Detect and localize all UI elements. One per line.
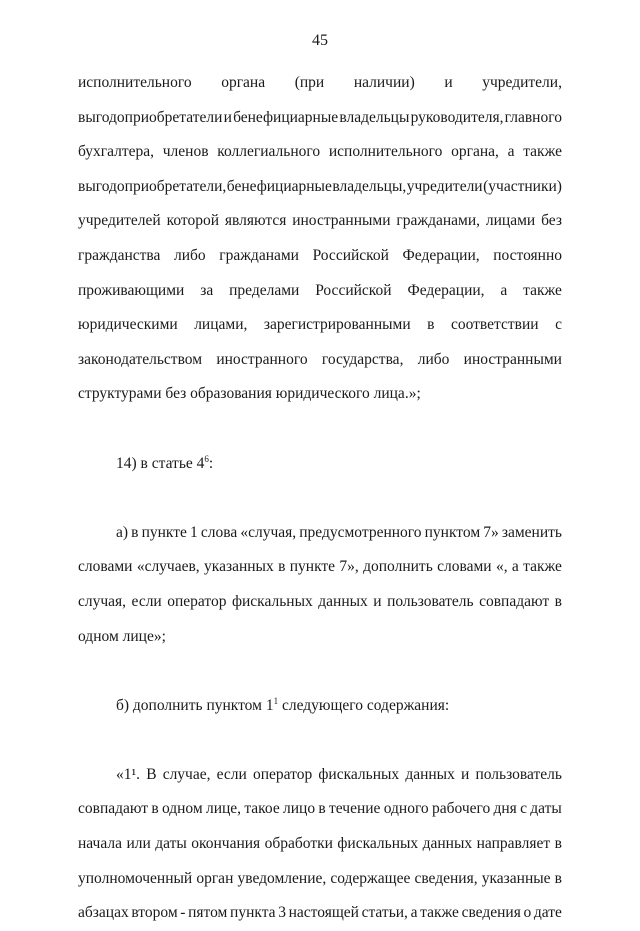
word: В	[146, 765, 157, 783]
word: владельцы,	[332, 177, 407, 195]
word: статьи,	[361, 904, 408, 922]
line-text-after: следующего содержания:	[278, 696, 450, 714]
word: пользователь	[387, 592, 474, 610]
text-line	[78, 447, 562, 482]
word: а	[507, 143, 515, 161]
word: также	[523, 143, 562, 161]
line-text: структурами без образования юридического лица.»;	[78, 385, 421, 403]
word: владельцы	[339, 108, 410, 126]
word: уведомление,	[237, 869, 327, 887]
word: фискальных	[318, 765, 400, 783]
word: такое	[244, 800, 280, 818]
word: иностранного	[216, 350, 308, 368]
word: лице,	[205, 800, 242, 818]
word: гражданами,	[396, 212, 481, 230]
word: даты	[530, 800, 562, 818]
word: оператор	[167, 592, 227, 610]
word: «случая,	[240, 523, 297, 541]
paragraph-gap	[78, 412, 562, 447]
paragraph-gap	[78, 654, 562, 689]
word: случая,	[78, 592, 127, 610]
word: даты	[155, 835, 187, 853]
word: совпадают	[78, 800, 149, 818]
word: дате	[533, 904, 562, 922]
word: и	[461, 765, 470, 783]
word: в	[278, 558, 286, 576]
word: -	[180, 904, 186, 922]
word: исполнительного	[78, 74, 192, 91]
word: и	[223, 108, 232, 126]
word: соответствии	[450, 316, 539, 334]
word: орган	[196, 869, 234, 887]
word: уполномоченный	[78, 869, 193, 887]
text-line	[78, 689, 562, 724]
word: бухгалтера,	[78, 143, 155, 161]
word: за	[200, 281, 214, 299]
word: пункта	[230, 904, 276, 922]
superscript: 6	[204, 453, 209, 464]
word: указанные	[481, 869, 551, 887]
word: юридическими	[78, 316, 178, 334]
word: также	[523, 281, 562, 299]
word: словами	[78, 558, 133, 576]
word: выгодоприобретатели,	[78, 177, 227, 195]
word: учредителей	[78, 212, 161, 230]
word: либо	[417, 350, 450, 368]
word: «1¹.	[116, 765, 141, 783]
word: одном	[161, 800, 203, 818]
word: если	[216, 765, 247, 783]
word: органа	[221, 74, 266, 91]
word: в	[131, 523, 139, 541]
line-text: б) дополнить пунктом 1	[116, 696, 274, 714]
text-line	[78, 377, 562, 412]
word: учредители	[406, 177, 483, 195]
text-line	[78, 620, 562, 655]
text-line	[78, 827, 562, 862]
text-line	[78, 239, 562, 274]
word: либо	[173, 246, 206, 264]
word: в	[554, 869, 562, 887]
word: 7»,	[339, 558, 359, 576]
word: пятом	[188, 904, 228, 922]
word: лицами,	[194, 316, 248, 334]
word: «случаев,	[136, 558, 200, 576]
text-line	[78, 516, 562, 551]
word: абзацах	[78, 904, 129, 922]
word: проживающими	[78, 281, 185, 299]
word: иностранными	[463, 350, 562, 368]
paragraph-gap	[78, 481, 562, 516]
word: окончания	[191, 835, 261, 853]
word: о	[523, 904, 532, 922]
line-text: 14) в статье 4	[116, 454, 205, 472]
text-line	[78, 896, 562, 931]
word: сведения	[461, 904, 521, 922]
word: данных	[405, 765, 455, 783]
text-line	[78, 204, 562, 239]
text-line	[78, 308, 562, 343]
word: случае,	[162, 765, 211, 783]
word: содержащее	[330, 869, 411, 887]
word: также	[420, 904, 459, 922]
word: указанных	[204, 558, 274, 576]
word: оператор	[252, 765, 313, 783]
word: направляет	[476, 835, 551, 853]
text-line	[78, 274, 562, 309]
text-line	[78, 585, 562, 620]
word: пункте	[141, 523, 187, 541]
word: и	[444, 74, 453, 91]
paragraph-gap	[78, 723, 562, 758]
word: наличии)	[353, 74, 415, 91]
word: в	[554, 592, 562, 610]
word: в	[554, 835, 562, 853]
word: (при	[294, 74, 325, 91]
document-body	[78, 66, 562, 931]
word: гражданства	[78, 246, 161, 264]
line-text: одном лице»;	[78, 627, 166, 645]
word: если	[131, 592, 162, 610]
word: Федерации,	[402, 246, 480, 264]
word: а	[511, 558, 519, 576]
word: обработки	[264, 835, 333, 853]
word: совпадают	[479, 592, 550, 610]
word: главного	[504, 108, 562, 126]
word: с	[555, 316, 562, 334]
word: коллегиального	[217, 143, 321, 161]
word: словами	[437, 558, 492, 576]
word: выгодоприобретатели	[78, 108, 223, 126]
word: пунктом	[424, 523, 481, 541]
word: в	[151, 800, 159, 818]
word: постоянно	[493, 246, 562, 264]
word: являются	[224, 212, 287, 230]
word: органа,	[451, 143, 499, 161]
line-text-after: :	[208, 454, 214, 472]
word: 7»	[483, 523, 499, 541]
word: которой	[166, 212, 219, 230]
word: дополнить	[363, 558, 433, 576]
word: рабочего	[431, 800, 491, 818]
word: сведения,	[414, 869, 478, 887]
word: а)	[116, 523, 129, 541]
word: пользователь	[475, 765, 562, 783]
text-line	[78, 170, 562, 205]
word: пределами	[229, 281, 300, 299]
word: Российской	[315, 281, 392, 299]
text-line	[78, 758, 562, 793]
word: Российской	[312, 246, 389, 264]
word: заменить	[501, 523, 562, 541]
word: иностранными	[292, 212, 391, 230]
word: без	[541, 212, 562, 230]
word: начала	[78, 835, 122, 853]
word: фискальных	[231, 592, 313, 610]
word: учредители,	[482, 74, 562, 91]
word: и	[373, 592, 382, 610]
word: гражданами	[219, 246, 299, 264]
text-line	[78, 66, 562, 101]
word: в	[427, 316, 435, 334]
word: бенефициарные	[233, 108, 339, 126]
superscript: 1	[273, 695, 279, 706]
word: а	[500, 281, 508, 299]
word: зарегистрированными	[263, 316, 411, 334]
word: или	[126, 835, 151, 853]
word: Федерации,	[407, 281, 485, 299]
text-line	[78, 343, 562, 378]
text-line	[78, 792, 562, 827]
word: с	[520, 800, 527, 818]
page-number: 45	[312, 32, 328, 49]
word: а	[410, 904, 418, 922]
text-line	[78, 862, 562, 897]
text-line	[78, 101, 562, 136]
word: течение	[329, 800, 381, 818]
word: одного	[383, 800, 429, 818]
word: 3	[278, 904, 286, 922]
word: дня	[493, 800, 517, 818]
word: лицами	[485, 212, 536, 230]
word: пункте	[289, 558, 336, 576]
word: в	[318, 800, 326, 818]
word: государства,	[321, 350, 404, 368]
word: фискальных	[337, 835, 419, 853]
word: лицо	[283, 800, 316, 818]
word: (участники)	[483, 177, 562, 195]
word: 1	[190, 523, 198, 541]
word: законодательством	[78, 350, 203, 368]
text-line	[78, 135, 562, 170]
word: исполнительного	[328, 143, 443, 161]
word: данных	[422, 835, 473, 853]
word: слова	[200, 523, 238, 541]
word: бенефициарные	[226, 177, 332, 195]
word: настоящей	[288, 904, 359, 922]
word: также	[523, 558, 562, 576]
word: данных	[318, 592, 368, 610]
word: руководителя,	[410, 108, 504, 126]
word: предусмотренного	[299, 523, 422, 541]
word: членов	[162, 143, 209, 161]
word: втором	[131, 904, 178, 922]
word: «,	[495, 558, 508, 576]
text-line	[78, 550, 562, 585]
